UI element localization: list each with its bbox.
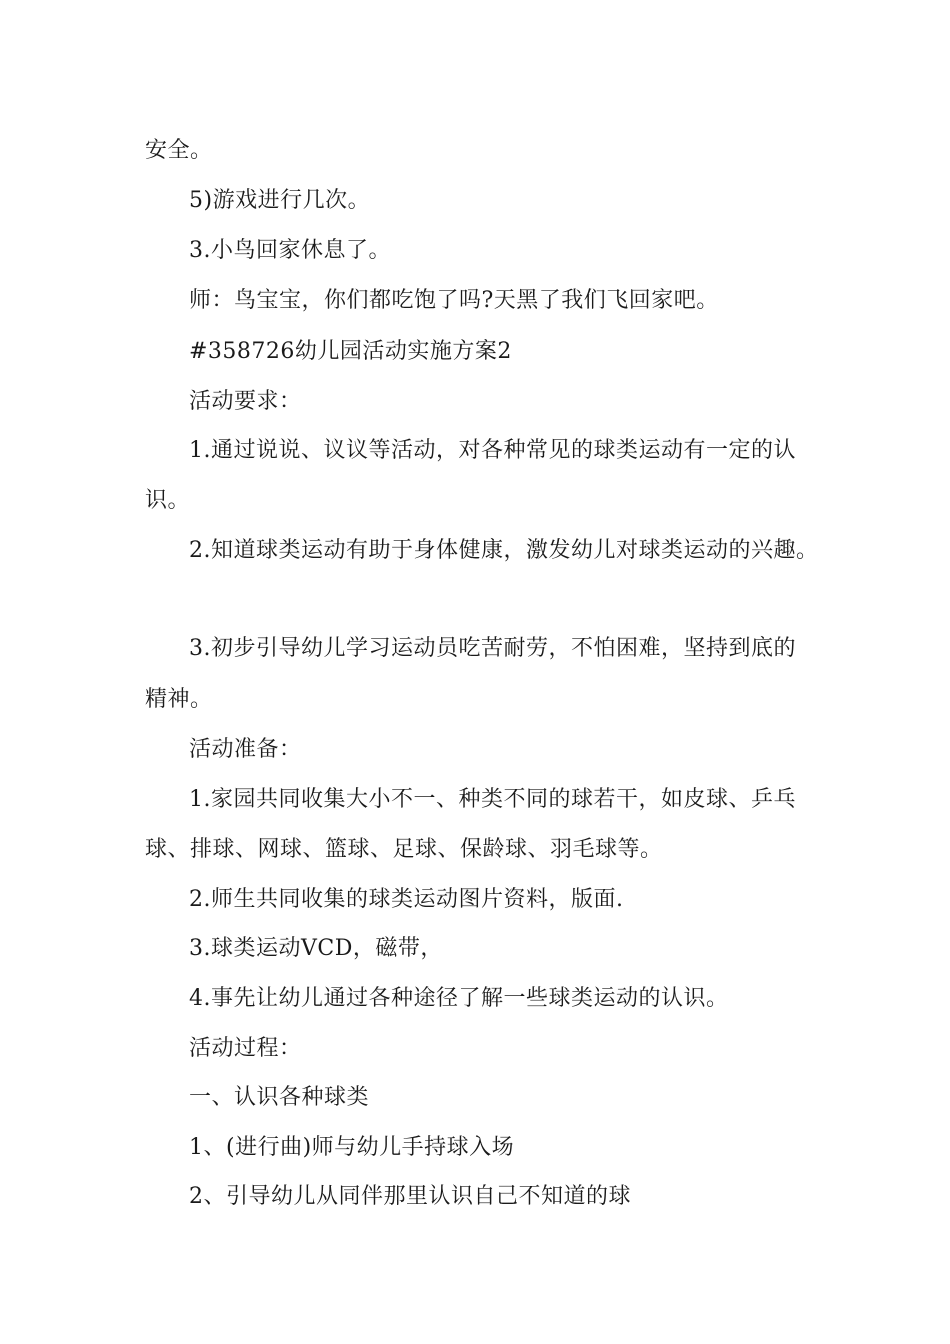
text-line: 师：鸟宝宝，你们都吃饱了吗?天黑了我们飞回家吧。 <box>189 288 719 313</box>
text-line: 1、(进行曲)师与幼儿手持球入场 <box>189 1135 515 1160</box>
text-line: 1.通过说说、议议等活动，对各种常见的球类运动有一定的认 <box>189 438 796 463</box>
section-heading: 活动过程： <box>189 1036 302 1061</box>
text-line: 1.家园共同收集大小不一、种类不同的球若干，如皮球、乒乓 <box>189 787 796 812</box>
text-line: 3.初步引导幼儿学习运动员吃苦耐劳，不怕困难，坚持到底的 <box>189 636 796 661</box>
section-title: #358726幼儿园活动实施方案2 <box>189 339 512 364</box>
text-line: 2.师生共同收集的球类运动图片资料，版面. <box>189 887 624 912</box>
text-line: 安全。 <box>145 138 213 163</box>
text-line: 球、排球、网球、篮球、足球、保龄球、羽毛球等。 <box>145 837 663 862</box>
text-line: 4.事先让幼儿通过各种途径了解一些球类运动的认识。 <box>189 986 729 1011</box>
text-line: 3.小鸟回家休息了。 <box>189 238 391 263</box>
text-line: 5)游戏进行几次。 <box>189 188 371 213</box>
section-heading: 活动要求： <box>189 389 302 414</box>
text-line: 2、引导幼儿从同伴那里认识自己不知道的球 <box>189 1184 631 1209</box>
text-line: 一、认识各种球类 <box>189 1085 370 1110</box>
text-line: 精神。 <box>145 687 213 712</box>
text-line: 3.球类运动VCD，磁带， <box>189 936 443 961</box>
section-heading: 活动准备： <box>189 737 302 762</box>
text-line: 2.知道球类运动有助于身体健康，激发幼儿对球类运动的兴趣。 <box>189 538 819 563</box>
text-line: 识。 <box>145 488 191 513</box>
